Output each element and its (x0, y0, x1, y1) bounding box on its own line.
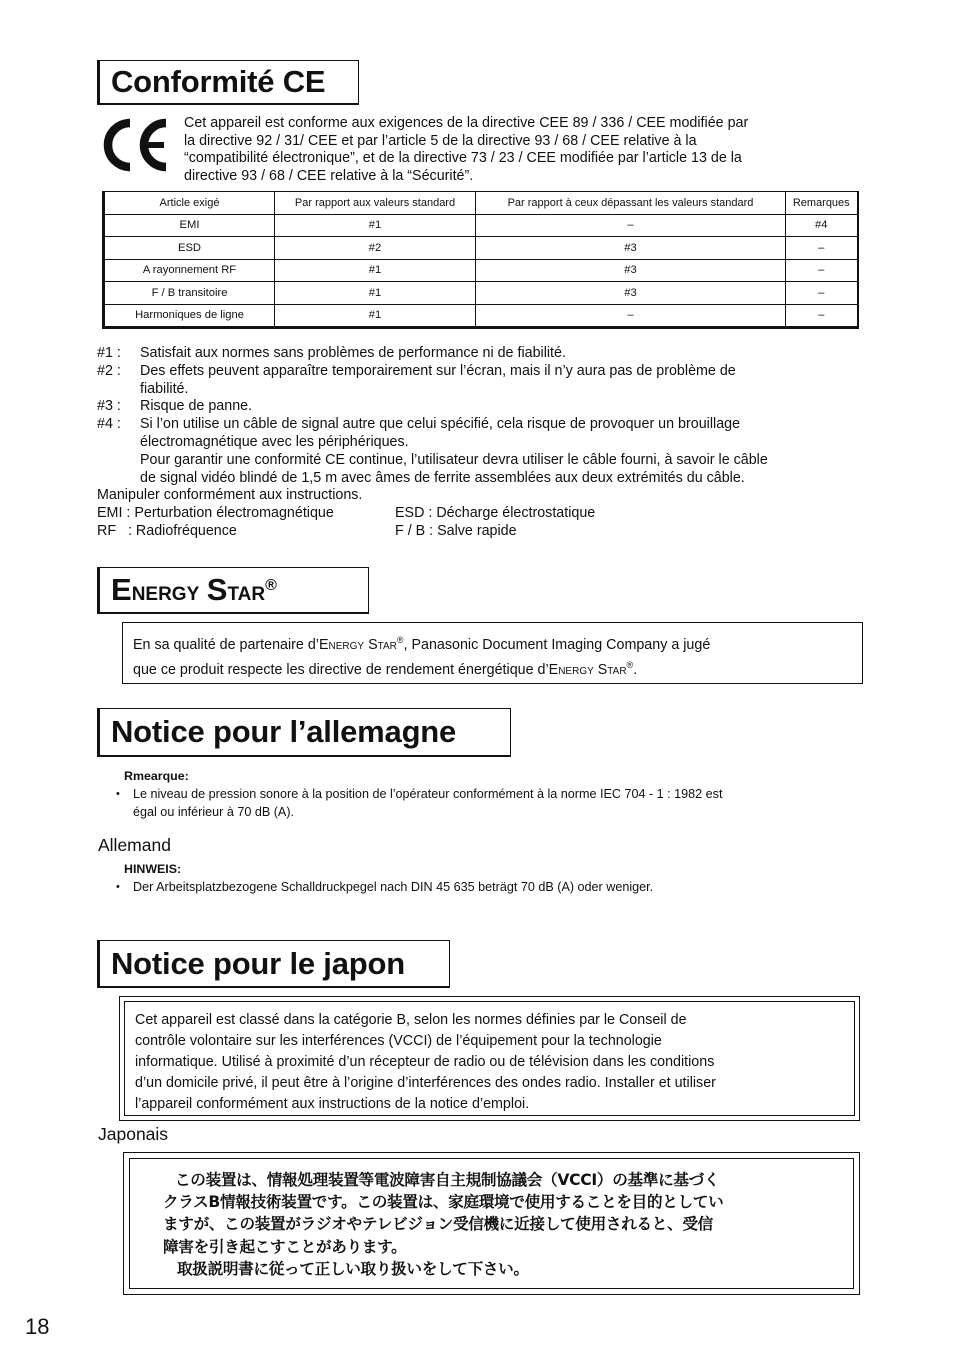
energy-heading: Energy Star® (111, 572, 277, 607)
japon-heading-box (97, 940, 450, 988)
table-row (104, 282, 858, 305)
table-cell: #3 (476, 237, 786, 260)
table-row (104, 214, 858, 237)
note-text: Risque de panne. (140, 398, 253, 415)
table-cell: #1 (275, 304, 476, 328)
page-number: 18 (25, 1314, 50, 1339)
japon-heading: Notice pour le japon (111, 945, 405, 981)
japon-fr-line: contrôle volontaire sur les interférences (VCCI) de l’équipement pour la technologie (135, 1033, 662, 1049)
table-cell: ESD (104, 237, 275, 260)
hinweis-bullet (116, 879, 876, 897)
japonais-label: Japonais (98, 1124, 169, 1144)
note-key: #3 : (97, 398, 121, 415)
note-item (97, 363, 867, 399)
allemand-label: Allemand (98, 835, 171, 855)
manipuler-text: Manipuler conformément aux instructions. (97, 487, 363, 504)
japon-jp-line: クラスB情報技術装置です。この装置は、家庭環境で使用することを目的としてい (163, 1193, 724, 1212)
ce-intro-line: Cet appareil est conforme aux exigences de la directive CEE 89 / 336 / CEE modifiée par (184, 115, 749, 131)
remarque-text: Le niveau de pression sonore à la position de l’opérateur conformément à la norme IEC 704 - 1 : 1982 est (133, 787, 723, 801)
table-cell: – (786, 282, 858, 305)
ce-mark-icon (100, 118, 170, 172)
ce-intro (184, 115, 874, 185)
energy-heading-box (97, 567, 369, 614)
table-header-cell: Article exigé (104, 192, 275, 215)
table-header-cell: Par rapport à ceux dépassant les valeurs standard (476, 192, 786, 215)
abbreviation: EMI : Perturbation électromagnétique (97, 505, 334, 521)
japon-jp-line: 取扱説明書に従って正しい取り扱いをして下さい。 (177, 1259, 529, 1278)
allemagne-heading-box (97, 708, 511, 757)
note-text: de signal vidéo blindé de 1,5 m avec âmes de ferrite assemblées aux deux extrémités du câble. (140, 469, 745, 486)
ce-intro-line: la directive 92 / 31/ CEE et par l’article 5 de la directive 93 / 68 / CEE relative à la (184, 132, 697, 149)
abbreviation: ESD : Décharge électrostatique (395, 505, 596, 521)
remarque-label: Rmearque: (124, 769, 189, 783)
japon-fr-line: informatique. Utilisé à proximité d’un récepteur de radio ou de télévision dans les conditions (135, 1054, 715, 1070)
table-cell: – (786, 237, 858, 260)
note-text: Des effets peuvent apparaître temporairement sur l’écran, mais il n’y aura pas de problème de (140, 362, 736, 379)
abbreviation-list (97, 505, 797, 541)
japon-jp-line: 障害を引き起こすことがあります。 (163, 1237, 407, 1256)
abbreviation-row (97, 505, 797, 523)
japon-fr-line: Cet appareil est classé dans la catégorie B, selon les normes définies par le Conseil de (135, 1012, 687, 1028)
table-header-cell: Par rapport aux valeurs standard (275, 192, 476, 215)
bullet-icon: • (116, 788, 120, 800)
japon-jp-line: この装置は、情報処理装置等電波障害自主規制協議会（VCCI）の基準に基づく (175, 1171, 720, 1189)
table-cell: – (786, 259, 858, 282)
ce-compliance-table (102, 191, 859, 329)
hinweis-text: Der Arbeitsplatzbezogene Schalldruckpegel nach DIN 45 635 beträgt 70 dB (A) oder weniger. (133, 880, 654, 894)
japon-jp-line: ますが、この装置がラジオやテレビジョン受信機に近接して使用されると、受信 (163, 1215, 713, 1234)
note-item (97, 416, 867, 487)
remarque-bullet (116, 786, 876, 821)
abbreviation: F / B : Salve rapide (395, 522, 517, 539)
note-key: #1 : (97, 345, 121, 361)
table-cell: – (476, 304, 786, 328)
bullet-icon: • (116, 881, 120, 893)
note-text: Si l’on utilise un câble de signal autre que celui spécifié, cela risque de provoquer un brouillage (140, 416, 741, 433)
ce-intro-line: “compatibilité électronique”, et de la directive 73 / 23 / CEE modifiée par l’article 13 de la (184, 150, 742, 167)
table-row (104, 237, 858, 260)
table-cell: Harmoniques de ligne (104, 304, 275, 328)
ce-intro-line: directive 93 / 68 / CEE relative à la “Sécurité”. (184, 167, 474, 184)
note-item (97, 398, 867, 416)
table-cell: #3 (476, 282, 786, 305)
table-cell: #1 (275, 282, 476, 305)
ce-heading: Conformité CE (111, 64, 326, 99)
ce-notes (97, 345, 867, 505)
remarque-text: égal ou inférieur à 70 dB (A). (133, 804, 295, 819)
note-key: #2 : (97, 362, 121, 379)
japon-jp-box (123, 1152, 860, 1295)
abbreviation: RF : Radiofréquence (97, 522, 237, 539)
table-cell: – (786, 304, 858, 328)
table-cell: A rayonnement RF (104, 259, 275, 282)
table-row (104, 304, 858, 328)
abbreviation-row (97, 523, 797, 541)
table-cell: EMI (104, 214, 275, 237)
table-cell: #3 (476, 259, 786, 282)
table-cell: #2 (275, 237, 476, 260)
table-cell: #4 (786, 214, 858, 237)
table-cell: – (476, 214, 786, 237)
table-cell: #1 (275, 259, 476, 282)
table-row (104, 259, 858, 282)
table-cell: #1 (275, 214, 476, 237)
note-key: #4 : (97, 416, 121, 433)
note-text: Pour garantir une conformité CE continue, l’utilisateur devra utiliser le câble fourni, à savoir le câble (140, 451, 768, 468)
allemagne-heading: Notice pour l’allemagne (111, 714, 457, 749)
japon-fr-line: d’un domicile privé, il peut être à l’origine d’interférences des ondes radio. Installer et utiliser (135, 1075, 716, 1091)
ce-heading-box (97, 60, 359, 105)
note-text: fiabilité. (140, 380, 189, 397)
japon-fr-line: l’appareil conformément aux instructions de la notice d’emploi. (135, 1096, 530, 1112)
hinweis-label: HINWEIS: (124, 862, 182, 876)
energy-paragraph: En sa qualité de partenaire d’Energy Star®, Panasonic Document Imaging Company a jugé que ce produit respecte les directive de rendement énergétique d’Energy Star®. (122, 622, 863, 684)
note-text: Satisfait aux normes sans problèmes de performance ni de fiabilité. (140, 345, 566, 361)
note-item (97, 345, 867, 363)
note-text: électromagnétique avec les périphériques. (140, 433, 409, 450)
table-cell: F / B transitoire (104, 282, 275, 305)
table-header-row (104, 192, 858, 215)
japon-fr-box (119, 996, 860, 1121)
table-header-cell: Remarques (786, 192, 858, 215)
